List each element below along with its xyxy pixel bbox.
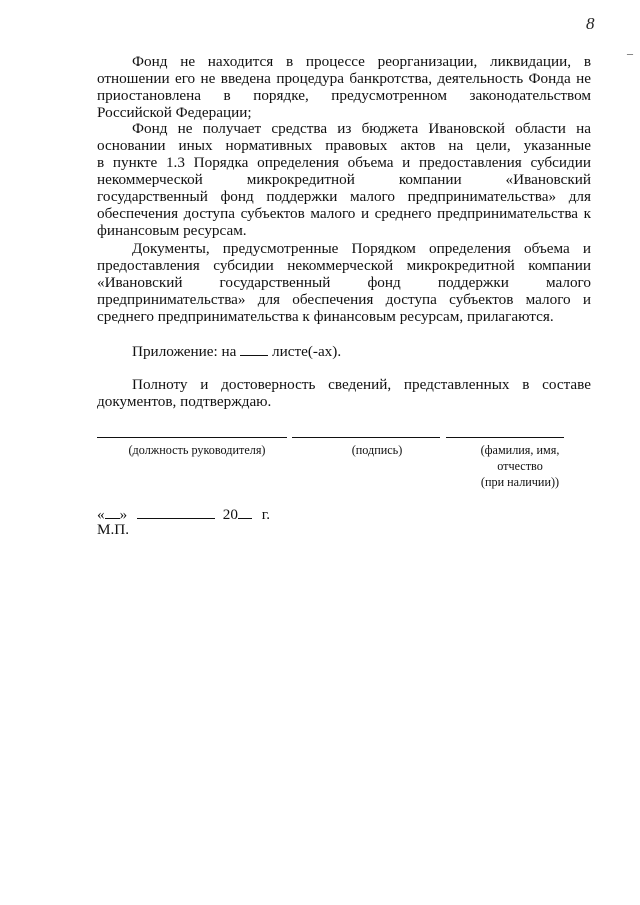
attachment-line xyxy=(97,342,591,359)
text-line: среднего предпринимательства к финансовым ресурсам, прилагаются. xyxy=(97,308,554,325)
text-line: отношении его не введена процедура банкротства, деятельность Фонда не xyxy=(97,70,591,87)
year-suffix: г. xyxy=(261,506,271,523)
name-signature-line xyxy=(446,437,564,438)
open-quote: « xyxy=(97,506,105,523)
text-line: документов, подтверждаю. xyxy=(97,393,272,410)
name-caption xyxy=(465,442,575,490)
text-line: Документы, предусмотренные Порядком определения объема и xyxy=(132,240,591,257)
margin-mark: – xyxy=(627,46,633,60)
text-line: финансовым ресурсам. xyxy=(97,222,247,239)
text-line: в пункте 1.3 Порядка определения объема и предоставления субсидии xyxy=(97,154,591,171)
text-line: государственный фонд поддержки малого предпринимательства» для xyxy=(97,188,591,205)
month-blank xyxy=(137,505,215,519)
attachment-label: Приложение: на xyxy=(132,343,237,360)
text-line: предоставления субсидии некоммерческой микрокредитной компании xyxy=(97,257,591,274)
text-line: Полноту и достоверность сведений, представленных в составе xyxy=(132,376,591,393)
close-quote: » xyxy=(119,506,128,523)
paragraph-documents xyxy=(97,240,591,325)
attachment-suffix: листе(-ах). xyxy=(272,343,342,360)
page-number: 8 xyxy=(586,14,595,33)
position-signature-line xyxy=(97,437,287,438)
text-line: Фонд не находится в процессе реорганизации, ликвидации, в xyxy=(132,53,591,70)
text-line: обеспечения доступа субъектов малого и среднего предпринимательства к xyxy=(97,205,591,222)
text-line: приостановлена в порядке, предусмотренном законодательством xyxy=(97,87,591,104)
text-line: Российской Федерации; xyxy=(97,104,252,121)
sheet-count-blank xyxy=(240,342,268,356)
year-blank xyxy=(238,505,252,519)
paragraph-fund-status xyxy=(97,53,591,121)
signature-line xyxy=(292,437,440,438)
paragraph-budget-funds xyxy=(97,120,591,239)
seal-mark: М.П. xyxy=(97,521,130,538)
position-caption: (должность руководителя) xyxy=(128,443,266,457)
year-prefix: 20 xyxy=(222,506,238,523)
name-caption-line: отчество xyxy=(497,459,543,473)
text-line: «Ивановский государственный фонд поддержки малого xyxy=(97,274,591,291)
name-caption-line: (при наличии)) xyxy=(480,475,560,489)
certification-paragraph xyxy=(97,376,591,410)
day-blank xyxy=(105,505,120,519)
text-line: основании иных нормативных правовых актов на цели, указанные xyxy=(97,137,591,154)
text-line: предпринимательства» для обеспечения доступа субъектов малого и xyxy=(97,291,591,308)
text-line: некоммерческой микрокредитной компании «Ивановский xyxy=(97,171,591,188)
text-line: Фонд не получает средства из бюджета Ивановской области на xyxy=(132,120,591,137)
name-caption-line: (фамилия, имя, xyxy=(480,443,560,457)
signature-caption: (подпись) xyxy=(351,443,403,457)
